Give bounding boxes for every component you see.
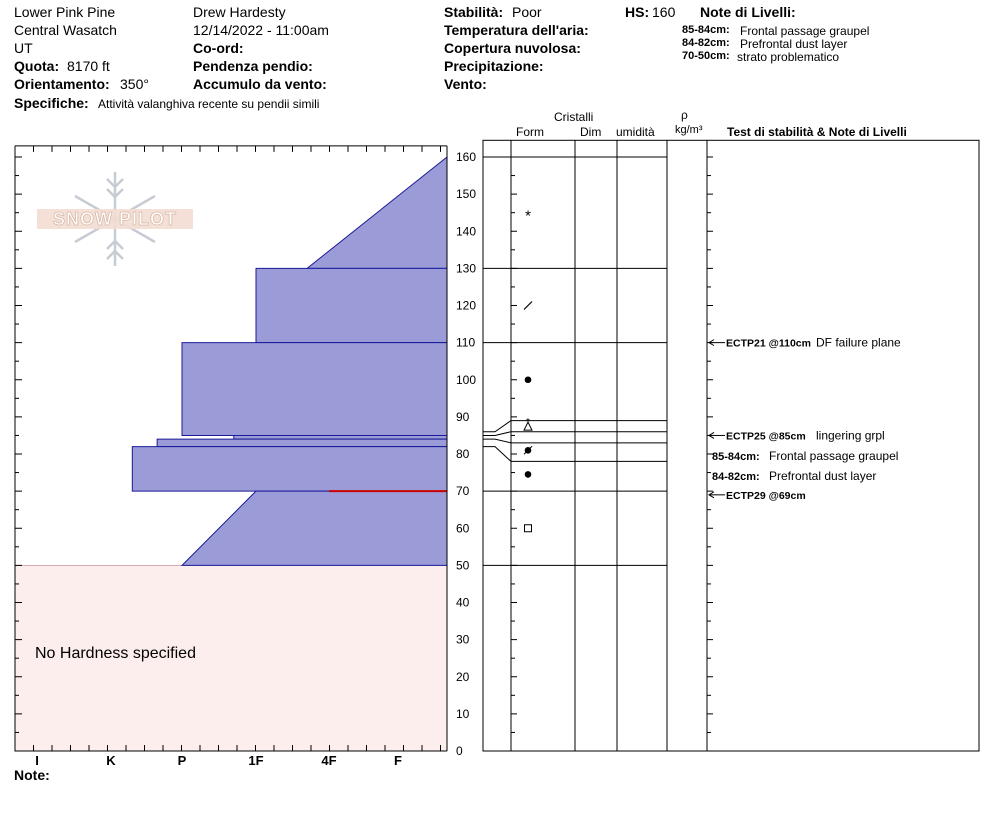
snowpilot-logo (37, 172, 193, 266)
height-tick-label: 140 (456, 224, 477, 239)
height-tick-label: 100 (456, 372, 477, 387)
height-tick-label: 160 (456, 150, 477, 164)
state: UT (14, 40, 33, 56)
test-label: ECTP21 @110cm (726, 337, 811, 350)
specifics-label: Specifiche: (14, 95, 89, 111)
elevation-value: 8170 ft (67, 58, 110, 74)
air-temp-label: Temperatura dell'aria: (444, 22, 589, 38)
stability-label: Stabilità: (444, 4, 504, 20)
form-header: Form (516, 125, 544, 139)
table-frame (483, 140, 979, 751)
elevation-label: Quota: (14, 58, 60, 74)
wind-loading-label: Accumulo da vento: (193, 76, 327, 92)
precip-label: Precipitazione: (444, 58, 544, 74)
height-tick-label: 130 (456, 261, 477, 276)
height-tick-label: 90 (456, 409, 470, 424)
tests-header: Test di stabilità & Note di Livelli (727, 125, 907, 139)
rounded-grain-symbol (525, 471, 532, 478)
no-hardness-text: No Hardness specified (35, 645, 196, 662)
crystals-header: Cristalli (554, 110, 594, 124)
hardness-layer (132, 447, 447, 492)
stability-value: Poor (512, 4, 542, 20)
layer-note-text: Frontal passage graupel (740, 24, 870, 38)
dim-header: Dim (580, 125, 602, 139)
aspect-value: 350° (120, 76, 149, 92)
graupel-star-symbol: * (526, 417, 530, 429)
rho-header: ρ (681, 108, 688, 122)
chart-marks (524, 208, 901, 532)
test-note: lingering grpl (816, 428, 885, 443)
hardness-layer (182, 343, 447, 436)
layer-note-text: Frontal passage graupel (769, 449, 899, 463)
new-snow-symbol: * (525, 207, 531, 225)
test-note: DF failure plane (816, 335, 901, 350)
layer-note-range: 70-50cm: (682, 50, 730, 62)
observer: Drew Hardesty (193, 4, 286, 20)
hardness-tick-label: 1F (248, 753, 264, 768)
layer-note-text: Prefrontal dust layer (740, 37, 848, 51)
height-tick-label: 110 (456, 335, 476, 350)
decomposing-grain-symbol (524, 302, 532, 310)
density-unit-header: kg/m³ (675, 124, 703, 136)
datetime: 12/14/2022 - 11:00am (193, 22, 329, 38)
aspect-label: Orientamento: (14, 76, 110, 92)
slope-label: Pendenza pendio: (193, 58, 313, 74)
rounded-grain-symbol (525, 376, 532, 383)
height-tick-label: 0 (456, 744, 463, 758)
height-tick-label: 40 (456, 595, 470, 610)
hardness-tick-label: 4F (321, 753, 337, 768)
hardness-layer (234, 435, 447, 439)
cloud-label: Copertura nuvolosa: (444, 40, 581, 56)
location: Lower Pink Pine (14, 4, 116, 20)
layer-table (483, 140, 979, 751)
layer-note-text: Prefrontal dust layer (769, 469, 877, 483)
layer-connector (483, 447, 511, 462)
layer-connector (483, 421, 511, 432)
layer-connector (483, 432, 511, 436)
height-tick-label: 50 (456, 558, 470, 573)
specifics-value: Attività valanghiva recente su pendii simili (98, 97, 320, 111)
hardness-layer (256, 268, 447, 342)
layer-note-range: 85-84cm: (712, 451, 760, 463)
wind-label: Vento: (444, 76, 487, 92)
mountain-range: Central Wasatch (14, 22, 117, 38)
logo-text: SNOW PILOT (53, 209, 177, 229)
coord-label: Co-ord: (193, 40, 244, 56)
layer-note-range: 84-82cm: (682, 37, 730, 49)
layer-connector (483, 439, 511, 443)
hs-label: HS: (625, 4, 650, 20)
layer-notes-title: Note di Livelli: (700, 4, 796, 20)
height-tick-label: 70 (456, 484, 470, 499)
hardness-tick-label: K (106, 753, 116, 768)
faceted-grain-symbol (525, 525, 532, 532)
layer-note-range: 85-84cm: (682, 24, 730, 36)
height-tick-label: 60 (456, 521, 470, 536)
hardness-tick-label: I (35, 753, 39, 768)
height-tick-label: 80 (456, 447, 470, 461)
test-label: ECTP25 @85cm (726, 430, 806, 443)
layer-note-range: 84-82cm: (712, 471, 760, 483)
hardness-layer (307, 157, 447, 268)
moisture-header: umidità (616, 125, 655, 139)
test-label: ECTP29 @69cm (726, 489, 806, 502)
height-tick-label: 30 (456, 632, 470, 647)
hardness-layer (182, 491, 447, 565)
hardness-layer (157, 439, 447, 446)
hs-value: 160 (652, 4, 676, 20)
height-tick-label: 20 (456, 669, 470, 684)
height-tick-label: 10 (456, 706, 470, 721)
height-tick-label: 120 (456, 298, 477, 313)
hardness-tick-label: P (177, 753, 187, 768)
note-label: Note: (14, 767, 50, 783)
height-tick-label: 150 (456, 187, 477, 202)
hardness-tick-label: F (394, 753, 402, 768)
layer-note-text: strato problematico (737, 50, 840, 64)
